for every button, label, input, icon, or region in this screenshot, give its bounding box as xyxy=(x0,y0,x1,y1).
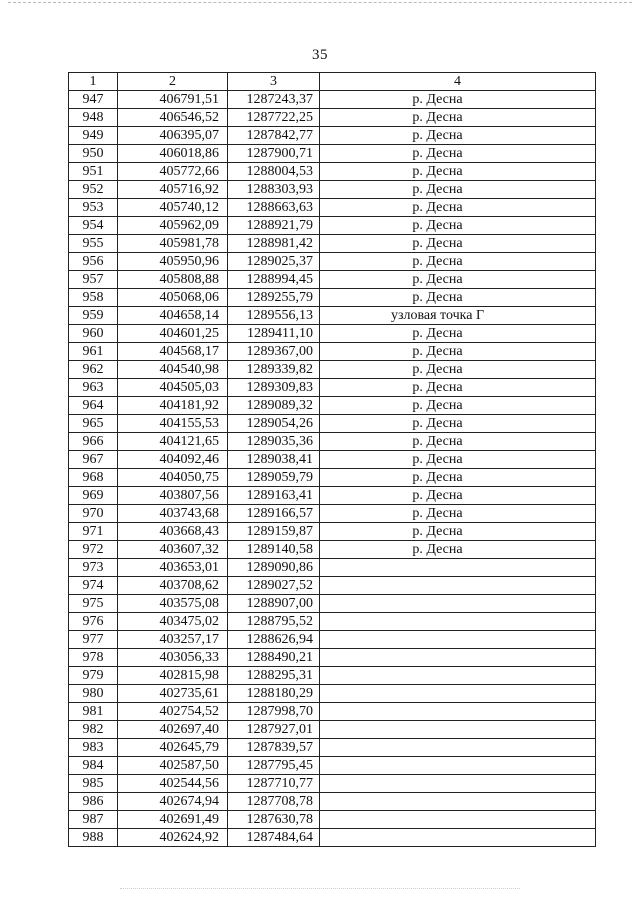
point-number-cell: 974 xyxy=(69,577,118,595)
y-coordinate-cell: 1289035,36 xyxy=(228,433,320,451)
table-row xyxy=(69,523,596,541)
y-coordinate-cell: 1289166,57 xyxy=(228,505,320,523)
table-row xyxy=(69,145,596,163)
y-coordinate-cell: 1289339,82 xyxy=(228,361,320,379)
point-number-cell: 953 xyxy=(69,199,118,217)
point-number-cell: 947 xyxy=(69,91,118,109)
point-number-cell: 988 xyxy=(69,829,118,847)
x-coordinate-cell: 405808,88 xyxy=(118,271,228,289)
description-cell: р. Десна xyxy=(320,325,596,343)
point-number-cell: 964 xyxy=(69,397,118,415)
x-coordinate-cell: 402735,61 xyxy=(118,685,228,703)
table-row xyxy=(69,649,596,667)
description-cell xyxy=(320,775,596,793)
y-coordinate-cell: 1289038,41 xyxy=(228,451,320,469)
x-coordinate-cell: 402544,56 xyxy=(118,775,228,793)
x-coordinate-cell: 405950,96 xyxy=(118,253,228,271)
y-coordinate-cell: 1288795,52 xyxy=(228,613,320,631)
y-coordinate-cell: 1287710,77 xyxy=(228,775,320,793)
point-number-cell: 980 xyxy=(69,685,118,703)
point-number-cell: 951 xyxy=(69,163,118,181)
table-row xyxy=(69,271,596,289)
x-coordinate-cell: 405740,12 xyxy=(118,199,228,217)
x-coordinate-cell: 403668,43 xyxy=(118,523,228,541)
y-coordinate-cell: 1287795,45 xyxy=(228,757,320,775)
description-cell: р. Десна xyxy=(320,469,596,487)
table-row xyxy=(69,595,596,613)
point-number-cell: 985 xyxy=(69,775,118,793)
description-cell xyxy=(320,613,596,631)
column-header-1: 1 xyxy=(69,73,118,91)
x-coordinate-cell: 403607,32 xyxy=(118,541,228,559)
point-number-cell: 968 xyxy=(69,469,118,487)
point-number-cell: 979 xyxy=(69,667,118,685)
table-row xyxy=(69,613,596,631)
y-coordinate-cell: 1289255,79 xyxy=(228,289,320,307)
table-row xyxy=(69,379,596,397)
point-number-cell: 961 xyxy=(69,343,118,361)
description-cell: р. Десна xyxy=(320,451,596,469)
description-cell: р. Десна xyxy=(320,541,596,559)
table-row xyxy=(69,757,596,775)
y-coordinate-cell: 1288921,79 xyxy=(228,217,320,235)
point-number-cell: 978 xyxy=(69,649,118,667)
table-row xyxy=(69,325,596,343)
description-cell xyxy=(320,739,596,757)
y-coordinate-cell: 1288663,63 xyxy=(228,199,320,217)
point-number-cell: 981 xyxy=(69,703,118,721)
scan-bottom-edge xyxy=(120,888,520,889)
x-coordinate-cell: 405068,06 xyxy=(118,289,228,307)
y-coordinate-cell: 1289027,52 xyxy=(228,577,320,595)
x-coordinate-cell: 403807,56 xyxy=(118,487,228,505)
x-coordinate-cell: 404050,75 xyxy=(118,469,228,487)
y-coordinate-cell: 1289163,41 xyxy=(228,487,320,505)
table-row xyxy=(69,235,596,253)
point-number-cell: 975 xyxy=(69,595,118,613)
description-cell xyxy=(320,685,596,703)
table-row xyxy=(69,811,596,829)
description-cell: р. Десна xyxy=(320,379,596,397)
description-cell xyxy=(320,721,596,739)
table-row xyxy=(69,127,596,145)
description-cell: р. Десна xyxy=(320,199,596,217)
y-coordinate-cell: 1287839,57 xyxy=(228,739,320,757)
y-coordinate-cell: 1288626,94 xyxy=(228,631,320,649)
table-row xyxy=(69,199,596,217)
table-row xyxy=(69,703,596,721)
description-cell xyxy=(320,595,596,613)
table-row xyxy=(69,181,596,199)
point-number-cell: 948 xyxy=(69,109,118,127)
x-coordinate-cell: 402645,79 xyxy=(118,739,228,757)
table-row xyxy=(69,253,596,271)
x-coordinate-cell: 406018,86 xyxy=(118,145,228,163)
description-cell: узловая точка Г xyxy=(320,307,596,325)
table-row xyxy=(69,541,596,559)
point-number-cell: 977 xyxy=(69,631,118,649)
x-coordinate-cell: 404121,65 xyxy=(118,433,228,451)
y-coordinate-cell: 1289411,10 xyxy=(228,325,320,343)
point-number-cell: 958 xyxy=(69,289,118,307)
description-cell: р. Десна xyxy=(320,253,596,271)
y-coordinate-cell: 1288907,00 xyxy=(228,595,320,613)
x-coordinate-cell: 402587,50 xyxy=(118,757,228,775)
table-row xyxy=(69,685,596,703)
x-coordinate-cell: 402754,52 xyxy=(118,703,228,721)
description-cell: р. Десна xyxy=(320,235,596,253)
point-number-cell: 959 xyxy=(69,307,118,325)
page-number: 35 xyxy=(312,47,328,63)
x-coordinate-cell: 405962,09 xyxy=(118,217,228,235)
point-number-cell: 983 xyxy=(69,739,118,757)
column-header-3: 3 xyxy=(228,73,320,91)
x-coordinate-cell: 403653,01 xyxy=(118,559,228,577)
table-row xyxy=(69,361,596,379)
description-cell xyxy=(320,757,596,775)
description-cell: р. Десна xyxy=(320,361,596,379)
y-coordinate-cell: 1287842,77 xyxy=(228,127,320,145)
point-number-cell: 973 xyxy=(69,559,118,577)
table-row xyxy=(69,487,596,505)
x-coordinate-cell: 404092,46 xyxy=(118,451,228,469)
description-cell: р. Десна xyxy=(320,271,596,289)
x-coordinate-cell: 404601,25 xyxy=(118,325,228,343)
y-coordinate-cell: 1287630,78 xyxy=(228,811,320,829)
point-number-cell: 965 xyxy=(69,415,118,433)
x-coordinate-cell: 402691,49 xyxy=(118,811,228,829)
scan-top-edge xyxy=(8,2,632,3)
description-cell xyxy=(320,667,596,685)
point-number-cell: 955 xyxy=(69,235,118,253)
column-header-2: 2 xyxy=(118,73,228,91)
table-row xyxy=(69,415,596,433)
y-coordinate-cell: 1288303,93 xyxy=(228,181,320,199)
x-coordinate-cell: 406546,52 xyxy=(118,109,228,127)
table-row xyxy=(69,505,596,523)
table-row xyxy=(69,559,596,577)
y-coordinate-cell: 1287927,01 xyxy=(228,721,320,739)
y-coordinate-cell: 1289090,86 xyxy=(228,559,320,577)
x-coordinate-cell: 403575,08 xyxy=(118,595,228,613)
y-coordinate-cell: 1287243,37 xyxy=(228,91,320,109)
column-header-4: 4 xyxy=(320,73,596,91)
x-coordinate-cell: 404540,98 xyxy=(118,361,228,379)
point-number-cell: 963 xyxy=(69,379,118,397)
description-cell: р. Десна xyxy=(320,397,596,415)
x-coordinate-cell: 402815,98 xyxy=(118,667,228,685)
y-coordinate-cell: 1288004,53 xyxy=(228,163,320,181)
table-row xyxy=(69,163,596,181)
x-coordinate-cell: 403257,17 xyxy=(118,631,228,649)
y-coordinate-cell: 1287722,25 xyxy=(228,109,320,127)
y-coordinate-cell: 1288981,42 xyxy=(228,235,320,253)
y-coordinate-cell: 1289140,58 xyxy=(228,541,320,559)
y-coordinate-cell: 1289089,32 xyxy=(228,397,320,415)
description-cell: р. Десна xyxy=(320,343,596,361)
description-cell: р. Десна xyxy=(320,487,596,505)
description-cell: р. Десна xyxy=(320,523,596,541)
y-coordinate-cell: 1289367,00 xyxy=(228,343,320,361)
description-cell: р. Десна xyxy=(320,181,596,199)
table-row xyxy=(69,451,596,469)
point-number-cell: 952 xyxy=(69,181,118,199)
x-coordinate-cell: 403708,62 xyxy=(118,577,228,595)
table-row xyxy=(69,397,596,415)
point-number-cell: 987 xyxy=(69,811,118,829)
y-coordinate-cell: 1287998,70 xyxy=(228,703,320,721)
description-cell: р. Десна xyxy=(320,163,596,181)
table-row xyxy=(69,775,596,793)
x-coordinate-cell: 405772,66 xyxy=(118,163,228,181)
point-number-cell: 966 xyxy=(69,433,118,451)
x-coordinate-cell: 403056,33 xyxy=(118,649,228,667)
x-coordinate-cell: 406791,51 xyxy=(118,91,228,109)
point-number-cell: 976 xyxy=(69,613,118,631)
point-number-cell: 982 xyxy=(69,721,118,739)
point-number-cell: 962 xyxy=(69,361,118,379)
description-cell xyxy=(320,829,596,847)
y-coordinate-cell: 1287900,71 xyxy=(228,145,320,163)
description-cell: р. Десна xyxy=(320,505,596,523)
x-coordinate-cell: 404568,17 xyxy=(118,343,228,361)
description-cell xyxy=(320,649,596,667)
x-coordinate-cell: 403743,68 xyxy=(118,505,228,523)
description-cell: р. Десна xyxy=(320,415,596,433)
table-header xyxy=(69,73,596,91)
description-cell xyxy=(320,559,596,577)
description-cell: р. Десна xyxy=(320,433,596,451)
x-coordinate-cell: 404505,03 xyxy=(118,379,228,397)
x-coordinate-cell: 406395,07 xyxy=(118,127,228,145)
description-cell xyxy=(320,793,596,811)
x-coordinate-cell: 404181,92 xyxy=(118,397,228,415)
y-coordinate-cell: 1287484,64 xyxy=(228,829,320,847)
description-cell xyxy=(320,703,596,721)
table-row xyxy=(69,721,596,739)
y-coordinate-cell: 1288180,29 xyxy=(228,685,320,703)
description-cell xyxy=(320,577,596,595)
table-row xyxy=(69,667,596,685)
description-cell: р. Десна xyxy=(320,289,596,307)
x-coordinate-cell: 402624,92 xyxy=(118,829,228,847)
y-coordinate-cell: 1289309,83 xyxy=(228,379,320,397)
description-cell: р. Десна xyxy=(320,127,596,145)
table-row xyxy=(69,631,596,649)
description-cell: р. Десна xyxy=(320,109,596,127)
point-number-cell: 967 xyxy=(69,451,118,469)
point-number-cell: 969 xyxy=(69,487,118,505)
x-coordinate-cell: 404658,14 xyxy=(118,307,228,325)
table-row xyxy=(69,343,596,361)
table-body xyxy=(69,91,596,847)
y-coordinate-cell: 1289025,37 xyxy=(228,253,320,271)
table-row xyxy=(69,307,596,325)
table-row xyxy=(69,109,596,127)
point-number-cell: 957 xyxy=(69,271,118,289)
y-coordinate-cell: 1288490,21 xyxy=(228,649,320,667)
table-row xyxy=(69,829,596,847)
point-number-cell: 960 xyxy=(69,325,118,343)
table-row xyxy=(69,739,596,757)
point-number-cell: 950 xyxy=(69,145,118,163)
table-row xyxy=(69,91,596,109)
point-number-cell: 956 xyxy=(69,253,118,271)
point-number-cell: 970 xyxy=(69,505,118,523)
y-coordinate-cell: 1289159,87 xyxy=(228,523,320,541)
y-coordinate-cell: 1287708,78 xyxy=(228,793,320,811)
table-row xyxy=(69,469,596,487)
point-number-cell: 984 xyxy=(69,757,118,775)
description-cell: р. Десна xyxy=(320,91,596,109)
table-row xyxy=(69,433,596,451)
header-row xyxy=(69,73,596,91)
description-cell xyxy=(320,631,596,649)
x-coordinate-cell: 404155,53 xyxy=(118,415,228,433)
y-coordinate-cell: 1289556,13 xyxy=(228,307,320,325)
coordinates-table xyxy=(68,72,596,847)
x-coordinate-cell: 405716,92 xyxy=(118,181,228,199)
y-coordinate-cell: 1289054,26 xyxy=(228,415,320,433)
y-coordinate-cell: 1288295,31 xyxy=(228,667,320,685)
x-coordinate-cell: 403475,02 xyxy=(118,613,228,631)
point-number-cell: 972 xyxy=(69,541,118,559)
point-number-cell: 949 xyxy=(69,127,118,145)
description-cell xyxy=(320,811,596,829)
point-number-cell: 954 xyxy=(69,217,118,235)
table-row xyxy=(69,217,596,235)
x-coordinate-cell: 405981,78 xyxy=(118,235,228,253)
description-cell: р. Десна xyxy=(320,145,596,163)
table-row xyxy=(69,289,596,307)
description-cell: р. Десна xyxy=(320,217,596,235)
table-row xyxy=(69,577,596,595)
y-coordinate-cell: 1288994,45 xyxy=(228,271,320,289)
table-row xyxy=(69,793,596,811)
point-number-cell: 971 xyxy=(69,523,118,541)
x-coordinate-cell: 402674,94 xyxy=(118,793,228,811)
point-number-cell: 986 xyxy=(69,793,118,811)
x-coordinate-cell: 402697,40 xyxy=(118,721,228,739)
y-coordinate-cell: 1289059,79 xyxy=(228,469,320,487)
